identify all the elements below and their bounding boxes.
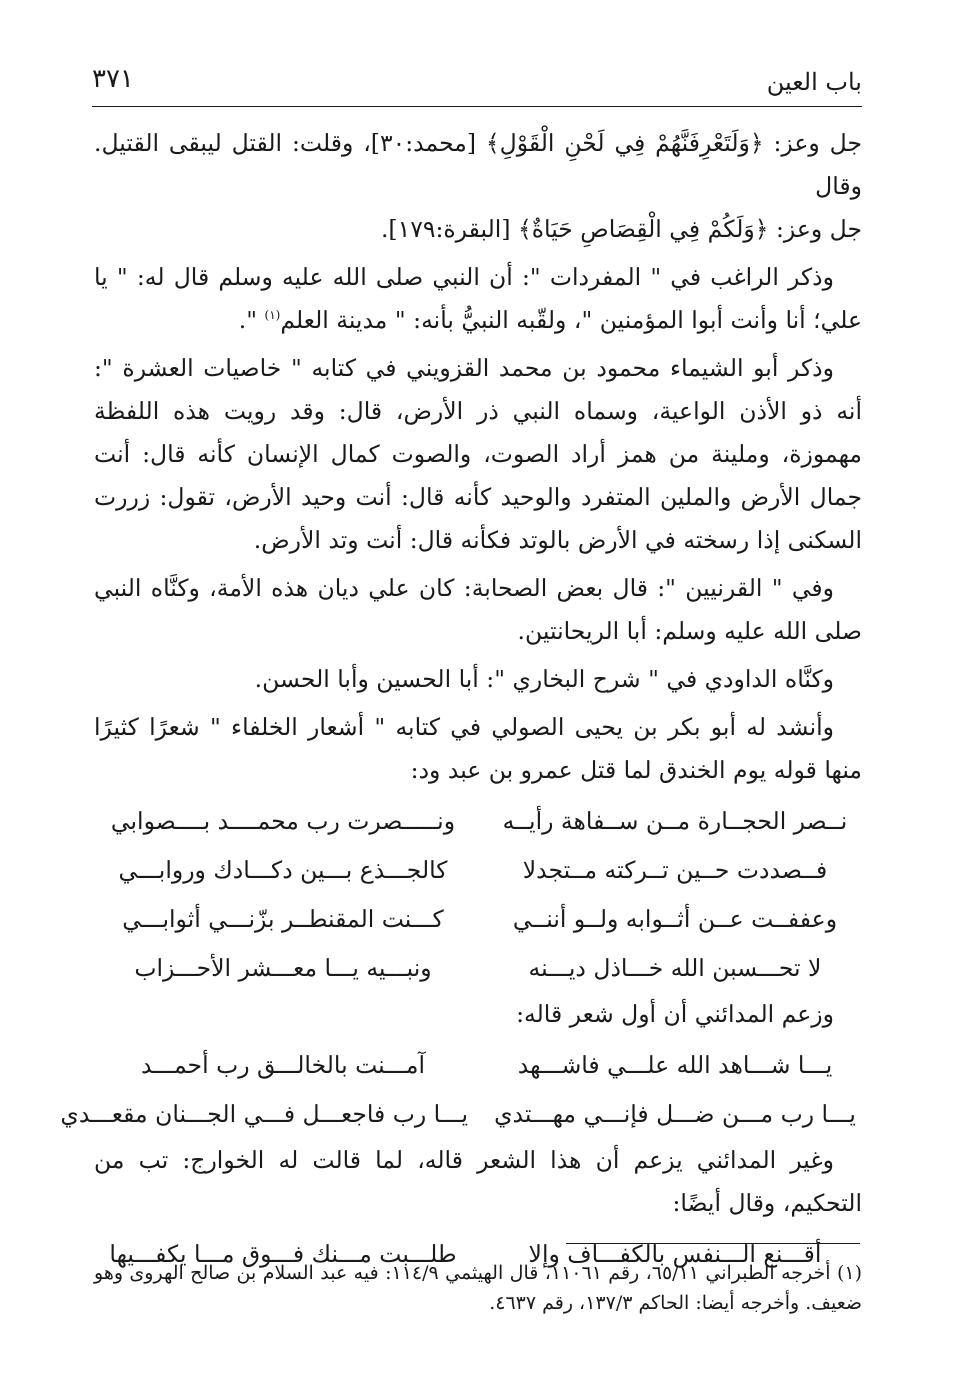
paragraph: وأنشد له أبو بكر بن يحيى الصولي في كتابه " أشعار الخلفاء " شعرًا كثيرًا منها قوله يوم الخندق لما قتل عمرو بن عبد ود: [94, 713, 862, 784]
verse-hemistich-first: أقـــنع الـــنفس بالكفـــاف وإلا [528, 1240, 822, 1268]
verse-hemistich-second: طلـــبت مـــنك فـــوق مـــا يكفـــيها [109, 1240, 457, 1268]
footnotes [94, 1258, 862, 1323]
paragraph-line: جل وعز: ﴿وَلَكُمْ فِي الْقِصَاصِ حَيَاةٌ﴾ [البقرة:١٧٩]. [380, 215, 862, 243]
verse-hemistich-second: آمـــنت بالخالـــق رب أحمـــد [140, 1051, 426, 1079]
paragraph: وغير المدائني يزعم أن هذا الشعر قاله، لما قالت له الخوارج: تب من التحكيم، وقال أيضًا: [94, 1146, 862, 1217]
paragraph-line: جل وعز: ﴿وَلَتَعْرِفَنَّهُمْ فِي لَحْنِ الْقَوْلِ﴾ [محمد:٣٠]، وقلت: القتل ليبقى القتيل. وقال [94, 129, 862, 200]
paragraph [94, 256, 862, 342]
verse-hemistich-second: ونـــــصرت رب محمــــد بــــصوابي [110, 807, 456, 835]
verse-hemistich-first: يـــا شـــاهد الله علـــي فاشـــهد [517, 1051, 833, 1079]
verse-hemistich-first: فــصددت حــين تــركته مــتجدلا [522, 856, 828, 884]
paragraph-text-end: ". [238, 306, 265, 334]
verse-hemistich-second: يـــا رب فاجعـــل فـــي الجـــنان مقعـــدي [60, 1100, 468, 1128]
chapter-title: باب العين [766, 68, 862, 96]
verse-hemistich-second: ونبـــيه يـــا معـــشر الأحـــزاب [134, 954, 432, 982]
verse-line [94, 797, 862, 846]
paragraph: وزعم المدائني أن أول شعر قاله: [516, 1000, 834, 1028]
verse-line [94, 944, 862, 993]
verse-hemistich-first: نــصر الحجــارة مــن ســفاهة رأيــه [502, 807, 848, 835]
verse-line [94, 895, 862, 944]
poem-block [60, 1041, 862, 1139]
main-text [60, 122, 862, 1279]
paragraph: وذكر أبو الشيماء محمود بن محمد القزويني في كتابه " خاصيات العشرة ": أنه ذو الأذن الواعية، وسماه النبي ذر الأرض، قال: وقد رويت هذه اللفظة مهموزة، وملينة من همز أراد الصوت، والصوت كمال الإنسان كأنه قال: أنت جمال الأرض والملين المتفرد والوحيد كأنه قال: أنت وحيد الأرض، تقول: زررت السكنى إذا رسخته في الأرض بالوتد فكأنه قال: أنت وتد الأرض. [94, 354, 862, 554]
verse-line [94, 846, 862, 895]
verse-line [94, 1041, 862, 1090]
poem-block [94, 797, 862, 993]
paragraph [94, 122, 862, 251]
page-number: ٣٧١ [92, 64, 134, 94]
footnote-ref[interactable]: (١) [264, 308, 281, 323]
footnote-text: أخرجه الطبراني ٦٥/١١، رقم ١١٠٦١، قال الهيثمي ١١٤/٩: فيه عبد السلام بن صالح الهروى وهو ضعيف. وأخرجه أيضا: الحاكم ١٣٧/٣، رقم ٤٦٣٧. [94, 1262, 862, 1314]
paragraph: وكنَّاه الداودي في " شرح البخاري ": أبا الحسين وأبا الحسن. [254, 665, 834, 693]
paragraph: وفي " القرنيين ": قال بعض الصحابة: كان علي ديان هذه الأمة، وكنَّاه النبي صلى الله عليه وسلم: أبا الريحانتين. [94, 574, 862, 645]
paragraph-text: وذكر الراغب في " المفردات ": أن النبي صلى الله عليه وسلم قال له: " يا علي؛ أنا وأنت أبوا المؤمنين "، ولقّبه النبيُّ بأنه: " مدينة العلم [94, 263, 862, 334]
verse-line [60, 1090, 862, 1139]
verse-hemistich-first: وعففــت عــن أثــوابه ولــو أننــي [512, 905, 838, 933]
footnote [94, 1258, 862, 1318]
page-header [92, 58, 862, 107]
verse-hemistich-first: يـــا رب مـــن ضـــل فإنـــي مهـــتدي [494, 1100, 856, 1128]
footnote-marker: (١) [836, 1262, 862, 1284]
verse-hemistich-first: لا تحـــسبن الله خـــاذل ديـــنه [528, 954, 822, 982]
footnote-separator [566, 1243, 860, 1244]
verse-hemistich-second: كـــنت المقنطــر بزّنـــي أثوابـــي [122, 905, 444, 933]
verse-hemistich-second: كالجـــذع بـــين دكـــادك وروابـــي [118, 856, 448, 884]
